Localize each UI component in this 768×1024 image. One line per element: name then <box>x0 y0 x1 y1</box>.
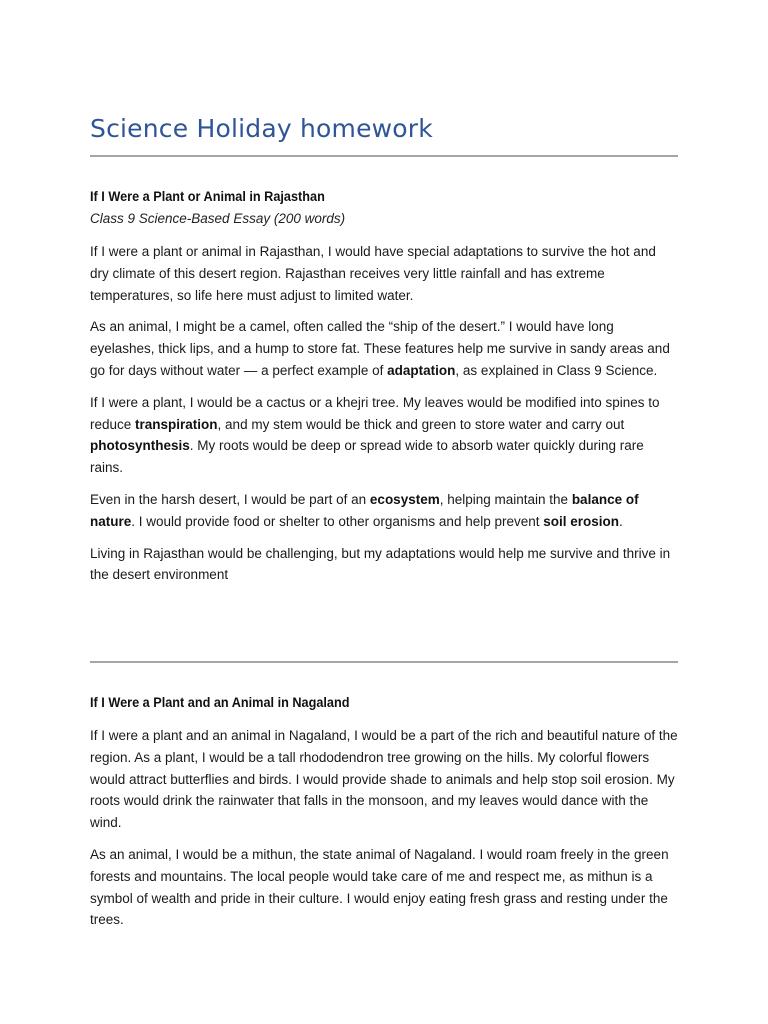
paragraph-intro: If I were a plant or animal in Rajasthan, I would have special adaptations to survive the hot and dry climate of this desert region. Rajasthan receives very little rainfall and has extreme temperatures, so life here must adjust to limited water. <box>90 244 656 303</box>
section-subheading: Class 9 Science-Based Essay (200 words) <box>90 211 346 226</box>
section-divider <box>90 661 678 663</box>
keyword-soil-erosion: soil erosion <box>543 513 620 529</box>
paragraph-text: , helping maintain the <box>439 491 572 507</box>
paragraph-ecosystem <box>90 489 678 533</box>
keyword-balance-of-nature: balance of nature <box>90 491 639 529</box>
document-title: Science Holiday homework <box>90 114 433 143</box>
paragraph-text: As an animal, I might be a camel, often called the “ship of the desert.” I would have long eyelashes, thick lips, and a hump to store fat. These features help me survive in sandy areas and go for days without water — a perfect example of <box>90 319 670 378</box>
paragraph-conclusion: Living in Rajasthan would be challenging, but my adaptations would help me survive and thrive in the desert environment <box>90 545 671 583</box>
keyword-adaptation: adaptation <box>387 362 456 378</box>
section-heading: If I Were a Plant or Animal in Rajasthan <box>90 189 325 204</box>
paragraph-animal-nagaland: As an animal, I would be a mithun, the state animal of Nagaland. I would roam freely in the green forests and mountains. The local people would take care of me and respect me, as mithun is a symbol of wealth and pride in their culture. I would enjoy eating fresh grass and resting under the trees. <box>90 846 669 928</box>
keyword-photosynthesis: photosynthesis <box>90 438 190 454</box>
paragraph-text: If I were a plant, I would be a cactus or a khejri tree. My leaves would be modified into spines to reduce <box>90 394 660 432</box>
paragraph-text: , as explained in Class 9 Science. <box>455 362 658 378</box>
section-nagaland <box>90 692 678 941</box>
paragraph-animal <box>90 316 678 381</box>
title-divider <box>90 155 678 157</box>
paragraph-text: Even in the harsh desert, I would be part of an <box>90 491 370 507</box>
paragraph-text: . <box>619 513 623 529</box>
section-rajasthan <box>90 186 678 596</box>
keyword-ecosystem: ecosystem <box>369 491 440 507</box>
paragraph-plant-nagaland: If I were a plant and an animal in Nagaland, I would be a part of the rich and beautiful nature of the region. As a plant, I would be a tall rhododendron tree growing on the hills. My colorful flowers would attract butterflies and birds. I would provide shade to animals and help stop soil erosion. My roots would drink the rainwater that falls in the monsoon, and my leaves would dance with the wind. <box>90 728 678 831</box>
paragraph-text: . My roots would be deep or spread wide to absorb water quickly during rare rains. <box>90 438 644 476</box>
paragraph-text: . I would provide food or shelter to other organisms and help prevent <box>131 513 544 529</box>
section-heading: If I Were a Plant and an Animal in Nagaland <box>90 695 350 710</box>
paragraph-text: , and my stem would be thick and green to store water and carry out <box>217 416 625 432</box>
keyword-transpiration: transpiration <box>135 416 218 432</box>
paragraph-plant <box>90 392 678 479</box>
